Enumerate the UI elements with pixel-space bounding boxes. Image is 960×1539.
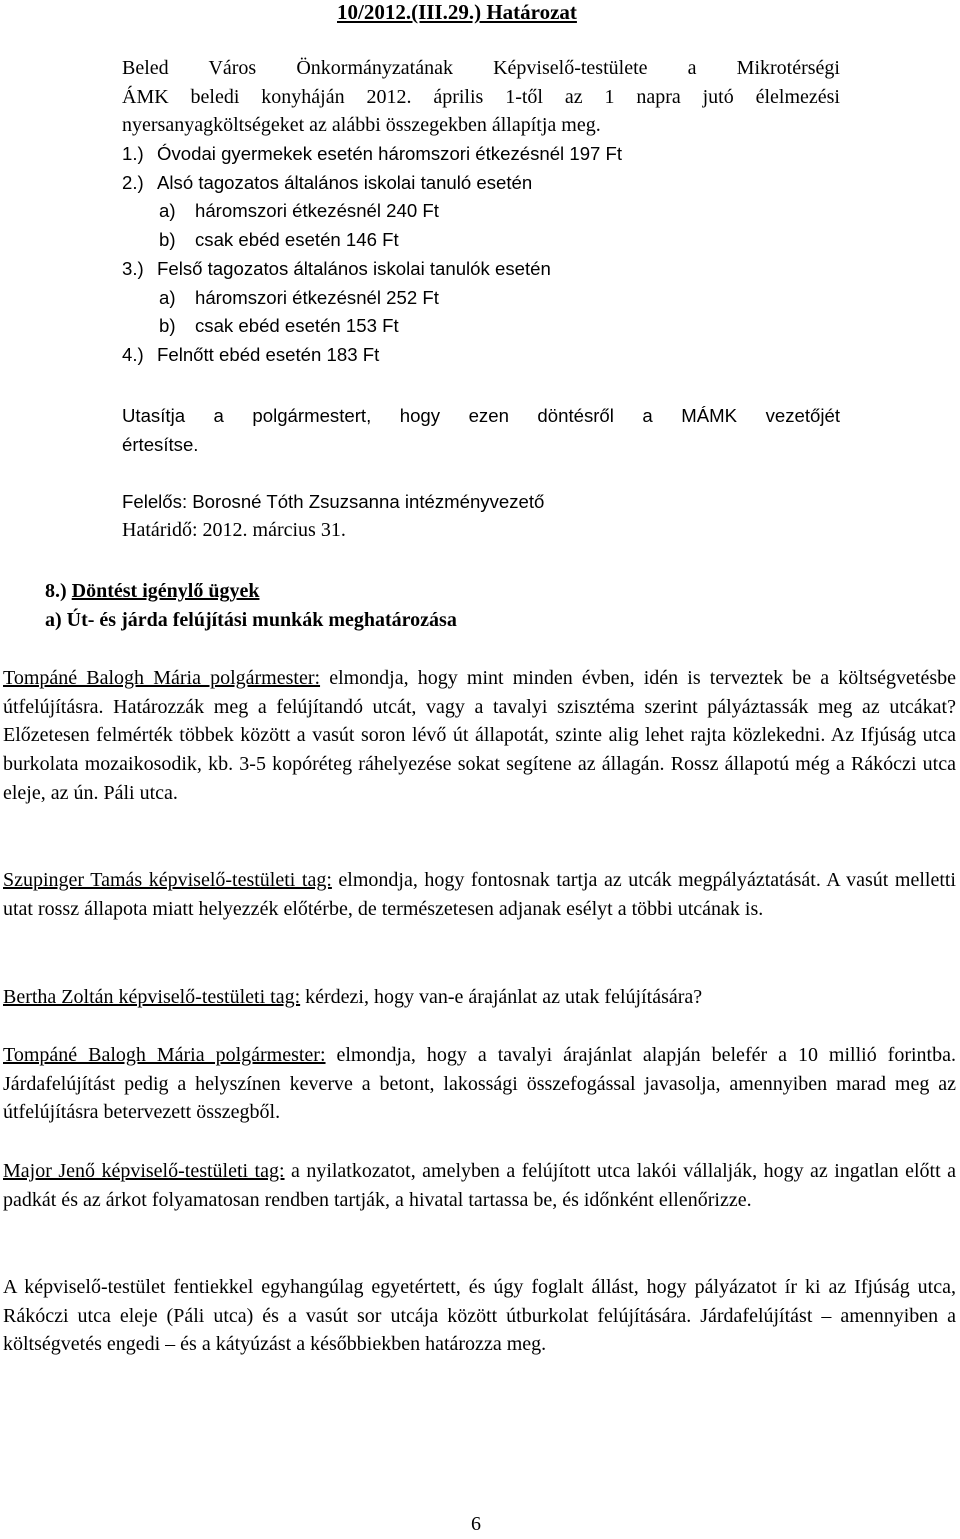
list-item (122, 140, 840, 169)
item-text: Óvodai gyermekek esetén háromszori étkezésnél 197 Ft (157, 143, 623, 164)
item-number: 1.) (122, 143, 144, 164)
section-title: Döntést igénylő ügyek (71, 580, 260, 602)
speaker-label: Bertha Zoltán képviselő-testületi tag: (3, 986, 301, 1008)
intro-line: ÁMK beledi konyháján 2012. április 1-től az 1 napra jutó élelmezési (122, 85, 840, 108)
responsibility (122, 487, 840, 545)
list-item (122, 341, 840, 370)
section-subheading: a) Út- és járda felújítási munkák meghatározása (45, 609, 457, 631)
item-text: Felső tagozatos általános iskolai tanulók esetén (157, 257, 551, 279)
minutes-paragraph (3, 866, 956, 923)
resolution-intro (122, 54, 840, 140)
resolution-title: 10/2012.(III.29.) Határozat (337, 0, 577, 24)
instruction (122, 401, 840, 459)
speaker-label: Szupinger Tamás képviselő-testületi tag: (3, 869, 332, 891)
paragraph-text: kérdezi, hogy van-e árajánlat az utak felújítására? (300, 986, 703, 1008)
speaker-label: Major Jenő képviselő-testületi tag: (3, 1160, 285, 1182)
item-number: 3.) (122, 257, 144, 279)
sub-item-letter: a) (159, 200, 176, 222)
paragraph-text: a nyilatkozatot, amelyben a felújított utca lakói vállalják, hogy az ingatlan előtt a padkát és az árkot folyamatosan rendben tartják, a hivatal tartassa be, és időnként ellenőrizze. (3, 1160, 956, 1211)
responsible-line: Felelős: Borosné Tóth Zsuzsanna intézményvezető (122, 491, 545, 512)
sub-item-text: csak ebéd esetén 146 Ft (195, 229, 399, 251)
minutes-paragraph (3, 1157, 956, 1214)
resolution-paragraph (3, 1273, 956, 1359)
paragraph-text: elmondja, hogy a tavalyi árajánlat alapján belefér a 10 millió forintba. Járdafelújítást pedig a helyszínen keverve a betont, lakossági összefogással javasolja, amennyiben marad meg az útfelújításra betervezett összegből. (3, 1044, 956, 1124)
deadline-line: Határidő: 2012. március 31. (122, 519, 346, 541)
minutes-paragraph (3, 983, 956, 1012)
resolution-items (122, 140, 840, 370)
speaker-label: Tompáné Balogh Mária polgármester: (3, 1044, 326, 1066)
minutes-paragraph (3, 664, 956, 808)
sub-item-text: háromszori étkezésnél 252 Ft (195, 286, 439, 308)
sub-item-text: csak ebéd esetén 153 Ft (195, 315, 399, 337)
paragraph-text: A képviselő-testület fentiekkel egyhangúlag egyetértett, és úgy foglalt állást, hogy pályázatot ír ki az Ifjúság utca, Rákóczi utca eleje (Páli utca) és a vasút sor utcája között útburkolat felújítására. Járdafelújítást – amennyiben a költségvetés engedi – és a kátyúzást a későbbiekben határozza meg. (3, 1276, 956, 1356)
item-number: 4.) (122, 343, 144, 365)
minutes-paragraph (3, 1041, 956, 1127)
list-item (122, 255, 840, 284)
instruction-line: értesítse. (122, 434, 199, 455)
intro-line: Beled Város Önkormányzatának Képviselő-testülete a Mikrotérségi (122, 57, 840, 79)
page-number: 6 (471, 1513, 481, 1535)
item-number: 2.) (122, 171, 144, 193)
paragraph-text: elmondja, hogy mint minden évben, idén is terveztek be a költségvetésbe útfelújításra. Határozzák meg a felújítandó utcát, vagy a tavalyi szisztéma szerint pályáztassák meg az utcákat? Előzetesen felmérték többek között a vasút soron lévő út állapotát, szinte alig lehet rajta közlekedni. Az Ifjúság utca burkolata mozaikosodik, kb. 3-5 kopóréteg ráhelyezése sokat segítene az állagán. Rossz állapotú még a Rákóczi utca eleje, az ún. Páli utca. (3, 667, 956, 804)
sub-item (122, 226, 840, 255)
intro-line: nyersanyagköltségeket az alábbi összegekben állapítja meg. (122, 114, 601, 137)
sub-item (122, 197, 840, 226)
speaker-label: Tompáné Balogh Mária polgármester: (3, 667, 321, 689)
sub-item-text: háromszori étkezésnél 240 Ft (195, 200, 439, 222)
paragraph-text: elmondja, hogy fontosnak tartja az utcák megpályáztatását. A vasút melletti utat rossz állapota miatt helyezzék előtérbe, de természetesen adjanak esélyt a többi utcának is. (3, 869, 956, 920)
list-item (122, 169, 840, 198)
sub-item-letter: b) (159, 229, 176, 251)
sub-item (122, 284, 840, 313)
instruction-line: Utasítja a polgármestert, hogy ezen döntésről a MÁMK vezetőjét (122, 405, 840, 426)
section-heading (45, 577, 259, 606)
sub-item-letter: b) (159, 315, 176, 337)
sub-item (122, 312, 840, 341)
item-text: Felnőtt ebéd esetén 183 Ft (157, 343, 380, 365)
item-text: Alsó tagozatos általános iskolai tanuló esetén (157, 171, 533, 193)
sub-item-letter: a) (159, 286, 176, 308)
section-number: 8.) (45, 580, 67, 602)
